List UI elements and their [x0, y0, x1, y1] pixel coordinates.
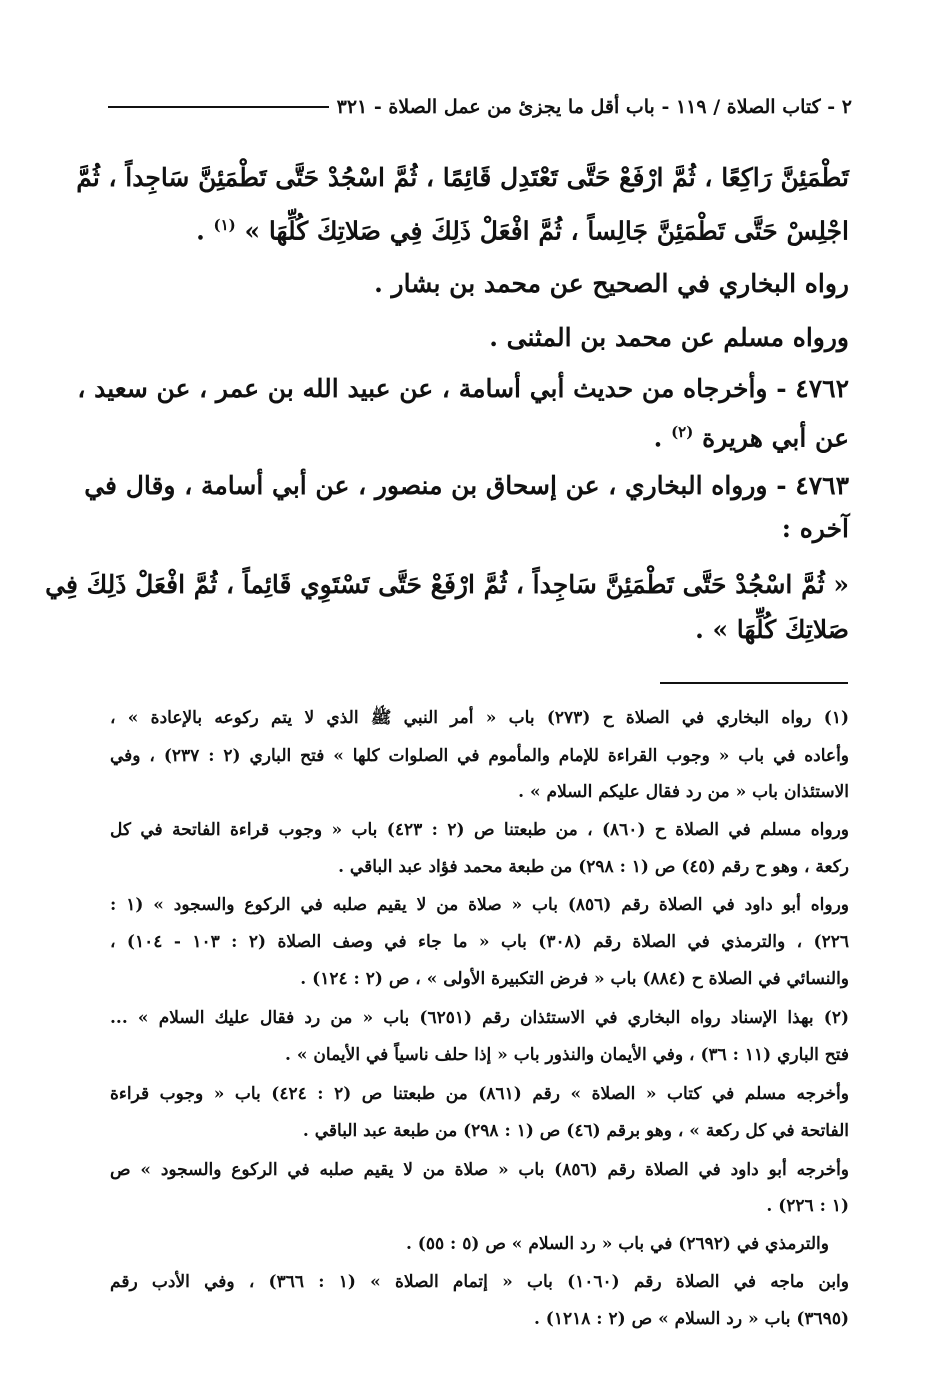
footnote-line: وابن ماجه في الصلاة رقم (١٠٦٠) باب « إتمام الصلاة » (١ : ٣٦٦) ، وفي الأدب رقم — [110, 1272, 849, 1292]
text-line: « ثُمَّ اسْجُدْ حَتَّى تَطْمَئِنَّ سَاجِداً ، ثُمَّ ارْفَعْ حَتَّى تَسْتَوِي قَائِماً ، ثُمَّ افْعَلْ ذَلِكَ فِي — [45, 570, 849, 599]
footnote-line: ٢٢٦) ، والترمذي في الصلاة رقم (٣٠٨) باب « ما جاء في وصف الصلاة (٢ : ١٠٣ - ١٠٤) ، — [110, 932, 849, 952]
footnote-line: وأعاده في باب « وجوب القراءة للإمام والمأموم في الصلوات كلها » فتح الباري (٢ : ٢٣٧) ، وفي — [110, 746, 850, 766]
text-line — [654, 412, 849, 458]
footnote-line: (١ : ٢٢٦) . — [766, 1196, 849, 1216]
footnote-line: وأخرجه مسلم في كتاب « الصلاة » رقم (٨٦١) من طبعتنا ص (٢ : ٤٢٤) باب « وجوب قراءة — [110, 1084, 849, 1104]
text-line: آخره : — [781, 514, 849, 543]
footnote-line: ورواه أبو داود في الصلاة رقم (٨٥٦) باب « صلاة من لا يقيم صلبه في الركوع والسجود » (١ : — [110, 895, 849, 915]
footnote-line: (١) رواه البخاري في الصلاة ح (٢٧٣) باب « أمر النبي ﷺ الذي لا يتم ركوعه بالإعادة » ، — [110, 708, 849, 728]
footnote-ref: (١) — [213, 216, 236, 234]
header-rule — [108, 106, 329, 108]
text-line: ورواه مسلم عن محمد بن المثنى . — [489, 323, 849, 352]
footnote-ref: (٢) — [671, 423, 694, 441]
footnote-line: ركعة ، وهو ح رقم (٤٥) ص (١ : ٢٩٨) من طبعة محمد فؤاد عبد الباقي . — [338, 857, 849, 877]
footnote-line: والنسائي في الصلاة ح (٨٨٤) باب « فرض التكبيرة الأولى » ، ص (٢ : ١٢٤) . — [300, 969, 849, 989]
running-header — [108, 90, 852, 124]
running-title: ٢ - كتاب الصلاة / ١١٩ - باب أقل ما يجزئ من عمل الصلاة - ٣٢١ — [336, 96, 852, 118]
text-line — [196, 205, 849, 251]
footnote-line: والترمذي في (٢٦٩٢) في باب « رد السلام » ص (٥ : ٥٥) . — [405, 1234, 829, 1254]
text-line: ٤٧٦٢ - وأخرجاه من حديث أبي أسامة ، عن عبيد الله بن عمر ، عن سعيد ، — [77, 374, 849, 403]
footnote-line: الاستئذان باب « من رد فقال عليكم السلام » . — [518, 782, 849, 802]
footnote-separator — [660, 682, 848, 684]
footnote-line: (٢) بهذا الإسناد رواه البخاري في الاستئذان رقم (٦٢٥١) باب « من رد فقال عليك السلام » ... — [110, 1008, 850, 1028]
footnote-line: الفاتحة في كل ركعة » ، وهو برقم (٤٦) ص (١ : ٢٩٨) من طبعة عبد الباقي . — [302, 1121, 849, 1141]
footnote-line: فتح الباري (١١ : ٣٦) ، وفي الأيمان والنذور باب « إذا حلف ناسياً في الأيمان » . — [285, 1045, 849, 1065]
text-line: تَطْمَئِنَّ رَاكِعًا ، ثُمَّ ارْفَعْ حَتَّى تَعْتَدِل قَائِمًا ، ثُمَّ اسْجُدْ حَتَّى تَطْمَئِنَّ سَاجِداً ، ثُمَّ — [76, 163, 849, 192]
footnote-line: ورواه مسلم في الصلاة ح (٨٦٠) ، من طبعتنا ص (٢ : ٤٢٣) باب « وجوب قراءة الفاتحة في كل — [110, 820, 849, 840]
end-dot: . — [196, 216, 214, 246]
text-line: ٤٧٦٣ - ورواه البخاري ، عن إسحاق بن منصور ، عن أبي أسامة ، وقال في — [84, 471, 849, 500]
text-segment: اجْلِسْ حَتَّى تَطْمَئِنَّ جَالِساً ، ثُمَّ افْعَلْ ذَلِكَ فِي صَلاتِكَ كُلِّهَا » — [244, 216, 849, 246]
text-line: رواه البخاري في الصحيح عن محمد بن بشار . — [374, 269, 849, 298]
text-line: صَلاتِكَ كُلِّهَا » . — [695, 615, 849, 644]
text-segment: عن أبي هريرة — [702, 423, 849, 453]
footnote-line: وأخرجه أبو داود في الصلاة رقم (٨٥٦) باب « صلاة من لا يقيم صلبه في الركوع والسجود » ص — [110, 1160, 850, 1180]
footnote-line: (٣٦٩٥) باب « رد السلام » ص (٢ : ١٢١٨) . — [533, 1309, 849, 1329]
end-dot: . — [653, 423, 672, 453]
